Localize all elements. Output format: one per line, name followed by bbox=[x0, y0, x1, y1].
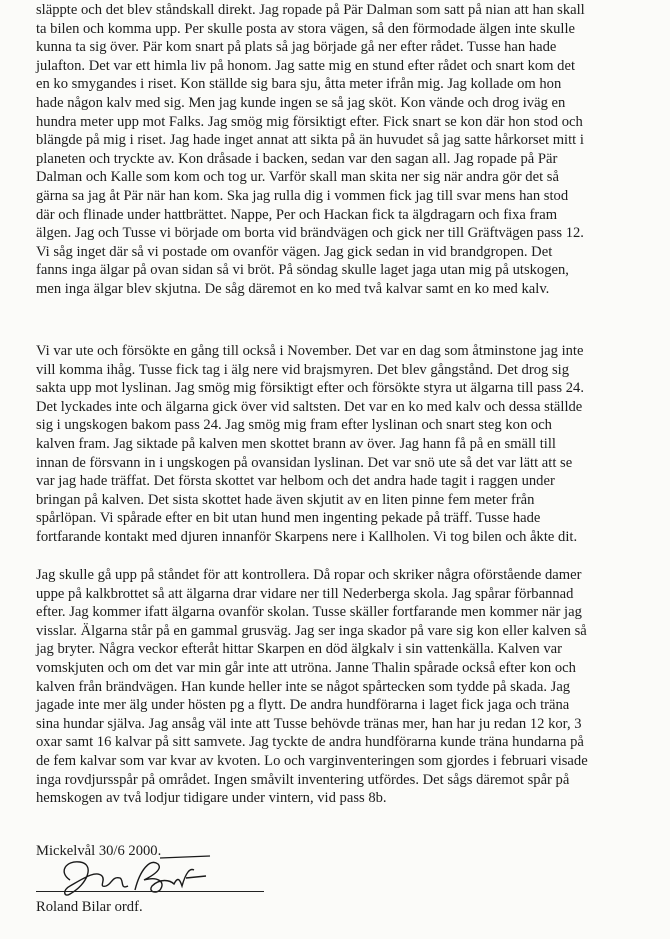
text-line: Det lyckades inte och älgarna gick över vid saltsten. Det var en ko med kalv och dessa ställde bbox=[36, 398, 583, 415]
text-line: kalven från brändvägen. Han kunde heller inte se något spårtecken som tydde på skada. Jag bbox=[36, 678, 571, 695]
text-line: ta bilen och komma upp. Per skulle posta av stora vägen, så den förmodade älgen inte skulle bbox=[36, 20, 576, 37]
text-line: släppte och det blev ståndskall direkt. Jag ropade på Pär Dalman som satt på nian att han skall bbox=[36, 2, 585, 18]
text-line: sakta upp mot lyslinan. Jag smög mig försiktigt efter och försökte styra ut älgarna till pass 24. bbox=[36, 380, 584, 397]
text-line: de fem kalvar som var kvar av kvoten. Lo och varginventeringen som gjordes i februari visade bbox=[36, 752, 588, 769]
handwritten-signature bbox=[40, 850, 240, 902]
text-line: fanns inga älgar på ovan sidan så vi bröt. På söndag skulle laget jaga utan mig på utskogen, bbox=[36, 262, 569, 279]
text-line: Vi såg inget där så vi postade om ovanför vägen. Jag gick sedan in vid brandgropen. Det bbox=[36, 243, 553, 260]
text-line: kunna ta sig över. Pär kom snart på plats så jag började gå ner efter rådet. Tusse han hade bbox=[36, 39, 557, 56]
text-line: vill komma ihåg. Tusse fick tag i älg nere vid brajsmyren. Det blev gångstånd. Det drog sig bbox=[36, 361, 569, 378]
text-line: gärna sa jag åt Pär när han kom. Ska jag rulla dig i vommen fick jag till svar mens han stod bbox=[36, 187, 569, 204]
text-line: hade någon kalv med sig. Men jag kunde ingen se så jag sköt. Kon vände och drog iväg en bbox=[36, 94, 566, 111]
text-line: efter. Jag kommer ifatt älgarna ovanför skolan. Tusse skäller fortfarande men kommer när jag bbox=[36, 604, 582, 621]
text-line: bringan på kalven. Det sista skottet hade även skjutit av en liten pinne fem meter från bbox=[36, 491, 535, 508]
signature-place-date: Mickelvål 30/6 2000. bbox=[36, 843, 162, 859]
text-line: Jag skulle gå upp på ståndet för att kontrollera. Då ropar och skriker några oförstående damer bbox=[36, 567, 582, 583]
signature-line bbox=[36, 891, 264, 892]
text-line: fortfarande kontakt med djuren innanför Skarpens nere i Kallholen. Vi tog bilen och åkte dit. bbox=[36, 528, 578, 545]
text-line: älgen. Jag och Tusse vi började om borta vid brändvägen och gick ner till Gräftvägen pass 12. bbox=[36, 225, 584, 242]
text-line: Dalman och Kalle som kom och tog ur. Varför skall man skita ner sig när andra gör det så bbox=[36, 169, 559, 186]
text-line: sig i ungskogen bakom pass 24. Jag smög mig fram efter lyslinan och snart steg kon och bbox=[36, 417, 552, 434]
text-line: där och flinade under hattbrättet. Nappe, Per och Hackan fick ta älgdragarn och fixa fram bbox=[36, 206, 558, 223]
text-line: vomskjuten och om det var min går inte att utröna. Janne Thalin spårade också efter kon och bbox=[36, 659, 576, 676]
text-line: innan de försvann in i ungskogen på ovansidan lyslinan. Det var snö ute så det var lätt att se bbox=[36, 454, 573, 471]
signature-name: Roland Bilar ordf. bbox=[36, 899, 143, 915]
text-line: Vi var ute och försökte en gång till också i November. Det var en dag som åtminstone jag inte bbox=[36, 343, 584, 359]
text-line: jagade inte mer älg under hösten pg a flytt. De andra hundförarna i laget fick jaga och träna bbox=[36, 697, 570, 714]
text-line: planeten och tryckte av. Kon dråsade i backen, sedan var den sagan all. Jag ropade på Pär bbox=[36, 150, 558, 167]
text-line: spårlöpan. Vi spårade efter en bit utan hund men ingenting pekade på träff. Tusse hade bbox=[36, 510, 541, 527]
paragraph-3 bbox=[36, 566, 654, 808]
text-line: uppe på kalkbrottet så att älgarna drar vidare ner till Nederberga skola. Jag spårar förbannad bbox=[36, 585, 574, 602]
text-line: var jag hade träffat. Det första skottet var helbom och det andra hade tagit i raggen under bbox=[36, 473, 555, 490]
text-line: jag bryter. Några veckor efteråt hittar Skarpen en död älgkalv i sin vattenkälla. Kalven var bbox=[36, 641, 562, 658]
text-line: hemskogen av två lodjur tidigare under vintern, vid pass 8b. bbox=[36, 790, 387, 807]
text-line: oxar samt 16 kalvar på sitt samvete. Jag tyckte de andra hundförarna kunde träna hundarna på bbox=[36, 734, 584, 751]
paragraph-1 bbox=[36, 1, 654, 299]
paragraph-2 bbox=[36, 342, 654, 547]
text-line: visslar. Älgarna står på en gammal grusväg. Jag ser inga skador på vare sig kon eller kalven så bbox=[36, 622, 587, 639]
text-line: hundra meter upp mot Falks. Jag smög mig försiktigt efter. Fick snart se kon där hon stod och bbox=[36, 113, 583, 130]
text-line: inga rovdjursspår på området. Ingen småvilt inventering utfördes. Det sågs däremot spår på bbox=[36, 771, 570, 788]
text-line: en ko smygandes i riset. Kon ställde sig bara sju, åtta meter ifrån mig. Jag kollade om hon bbox=[36, 76, 562, 93]
text-line: kalven fram. Jag siktade på kalven men skottet brann av över. Jag hann få på en smäll till bbox=[36, 435, 556, 452]
text-line: sina hundar själva. Jag ansåg väl inte att Tusse behövde tränas mer, han har ju redan 12 kor, 3 bbox=[36, 715, 582, 732]
text-line: men inga älgar blev skjutna. De såg däremot en ko med två kalvar samt en ko med kalv. bbox=[36, 280, 550, 297]
text-line: blängde på mig i riset. Jag hade inget annat att sikta på än huvudet så jag satte hårkorset mitt i bbox=[36, 132, 584, 149]
text-line: julafton. Det var ett himla liv på honom. Jag satte mig en stund efter rådet och snart kom det bbox=[36, 57, 576, 74]
